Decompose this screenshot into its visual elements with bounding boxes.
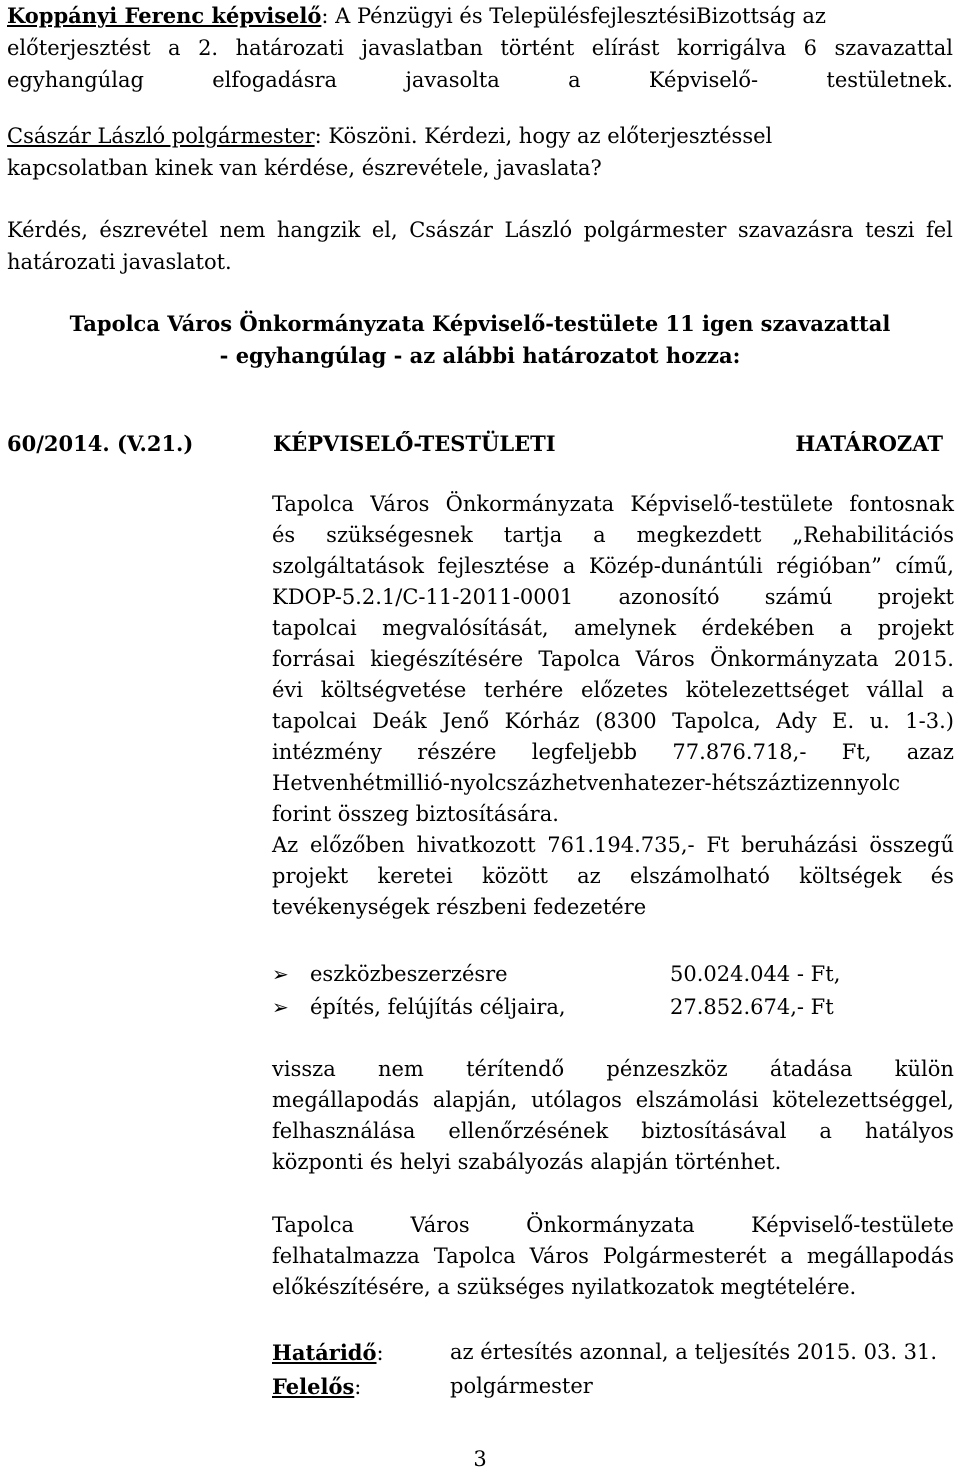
funding-list xyxy=(272,958,954,1024)
body-line: forint összeg biztosítására. xyxy=(272,802,559,826)
deadline-row: Határidő: az értesítés azonnal, a teljesítés 2015. 03. 31. xyxy=(272,1336,954,1370)
paragraph-line: határozati javaslatot. xyxy=(7,250,232,274)
list-item xyxy=(272,958,954,991)
arrow-bullet-icon: ➢ xyxy=(272,995,289,1019)
resolution-body xyxy=(272,489,954,923)
body-line: tapolcai megvalósítását, amelynek érdekében a projekt xyxy=(272,616,954,640)
vote-line: - egyhangúlag - az alábbi határozatot hozza: xyxy=(219,343,741,368)
item-amount: 27.852.674,- Ft xyxy=(670,995,834,1019)
speaker-name: Koppányi Ferenc képviselő xyxy=(7,3,322,28)
body-line: Tapolca Város Önkormányzata Képviselő-testülete xyxy=(272,1213,954,1237)
body-line: megállapodás alapján, utólagos elszámolási kötelezettséggel, xyxy=(272,1088,954,1112)
body-line: Tapolca Város Önkormányzata Képviselő-testülete fontosnak xyxy=(272,492,954,516)
deadline-value: az értesítés azonnal, a teljesítés 2015. 03. 31. xyxy=(450,1340,938,1364)
item-amount: 50.024.044 - Ft, xyxy=(670,962,841,986)
body-line: központi és helyi szabályozás alapján történhet. xyxy=(272,1150,782,1174)
paragraph-line: Császár László polgármester: Köszöni. Kérdezi, hogy az előterjesztéssel xyxy=(7,124,773,148)
responsible-value: polgármester xyxy=(450,1374,593,1398)
responsible-row: Felelős: polgármester xyxy=(272,1370,954,1404)
item-label: eszközbeszerzésre xyxy=(310,962,508,986)
vote-line: Tapolca Város Önkormányzata Képviselő-testülete 11 igen szavazattal xyxy=(69,311,891,336)
speaker-name: Császár László polgármester xyxy=(7,124,315,148)
note-paragraph xyxy=(7,214,953,278)
authorization-paragraph xyxy=(272,1210,954,1303)
body-line: projekt keretei között az elszámolható költségek és xyxy=(272,864,954,888)
paragraph-line: Kérdés, észrevétel nem hangzik el, Császár László polgármester szavazásra teszi fel xyxy=(7,218,953,242)
body-line: Az előzőben hivatkozott 761.194.735,- Ft beruházási összegű xyxy=(272,833,954,857)
resolution-body-continued xyxy=(272,1054,954,1178)
body-line: intézmény részére legfeljebb 77.876.718,- Ft, azaz xyxy=(272,740,954,764)
item-label: építés, felújítás céljaira, xyxy=(310,995,566,1019)
body-line: tapolcai Deák Jenő Kórház (8300 Tapolca, Ady E. u. 1-3.) xyxy=(272,709,954,733)
speaker-paragraph-csaszar xyxy=(7,120,953,184)
resolution-number: 60/2014. (V.21.) xyxy=(7,431,194,456)
resolution-title-part1: KÉPVISELŐ-TESTÜLETI xyxy=(273,431,556,456)
body-line: évi költségvetése terhére előzetes kötelezettséget vállal a xyxy=(272,678,954,702)
resolution-title-part2: HATÁROZAT xyxy=(795,431,943,456)
page-number: 3 xyxy=(473,1447,487,1471)
body-line: forrásai kiegészítésére Tapolca Város Önkormányzata 2015. xyxy=(272,647,954,671)
arrow-bullet-icon: ➢ xyxy=(272,962,289,986)
deadline-block xyxy=(272,1336,954,1404)
deadline-label: Határidő xyxy=(272,1340,377,1365)
body-line: felhasználása ellenőrzésének biztosításával a hatályos xyxy=(272,1119,954,1143)
speaker-paragraph-koppanyi xyxy=(7,0,953,96)
body-line: KDOP-5.2.1/C-11-2011-0001 azonosító számú projekt xyxy=(272,585,954,609)
vote-statement xyxy=(7,308,953,372)
responsible-label: Felelős xyxy=(272,1374,355,1399)
body-line: előkészítésére, a szükséges nyilatkozatok megtételére. xyxy=(272,1275,857,1299)
paragraph-line: Koppányi Ferenc képviselő: A Pénzügyi és TelepülésfejlesztésiBizottság az xyxy=(7,3,826,28)
paragraph-line: kapcsolatban kinek van kérdése, észrevétele, javaslata? xyxy=(7,156,602,180)
body-line: vissza nem térítendő pénzeszköz átadása külön xyxy=(272,1057,954,1081)
list-item xyxy=(272,991,954,1024)
body-line: és szükségesnek tartja a megkezdett „Rehabilitációs xyxy=(272,523,954,547)
body-line: Hetvenhétmillió-nyolcszázhetvenhatezer-hétszáztizennyolc xyxy=(272,771,901,795)
paragraph-line: egyhangúlag elfogadásra javasolta a Képviselő- testületnek. xyxy=(7,68,953,92)
body-line: tevékenységek részbeni fedezetére xyxy=(272,895,647,919)
body-line: felhatalmazza Tapolca Város Polgármesterét a megállapodás xyxy=(272,1244,954,1268)
body-line: szolgáltatások fejlesztése a Közép-dunántúli régióban” című, xyxy=(272,554,954,578)
paragraph-line: előterjesztést a 2. határozati javaslatban történt elírást korrigálva 6 szavazattal xyxy=(7,36,953,60)
